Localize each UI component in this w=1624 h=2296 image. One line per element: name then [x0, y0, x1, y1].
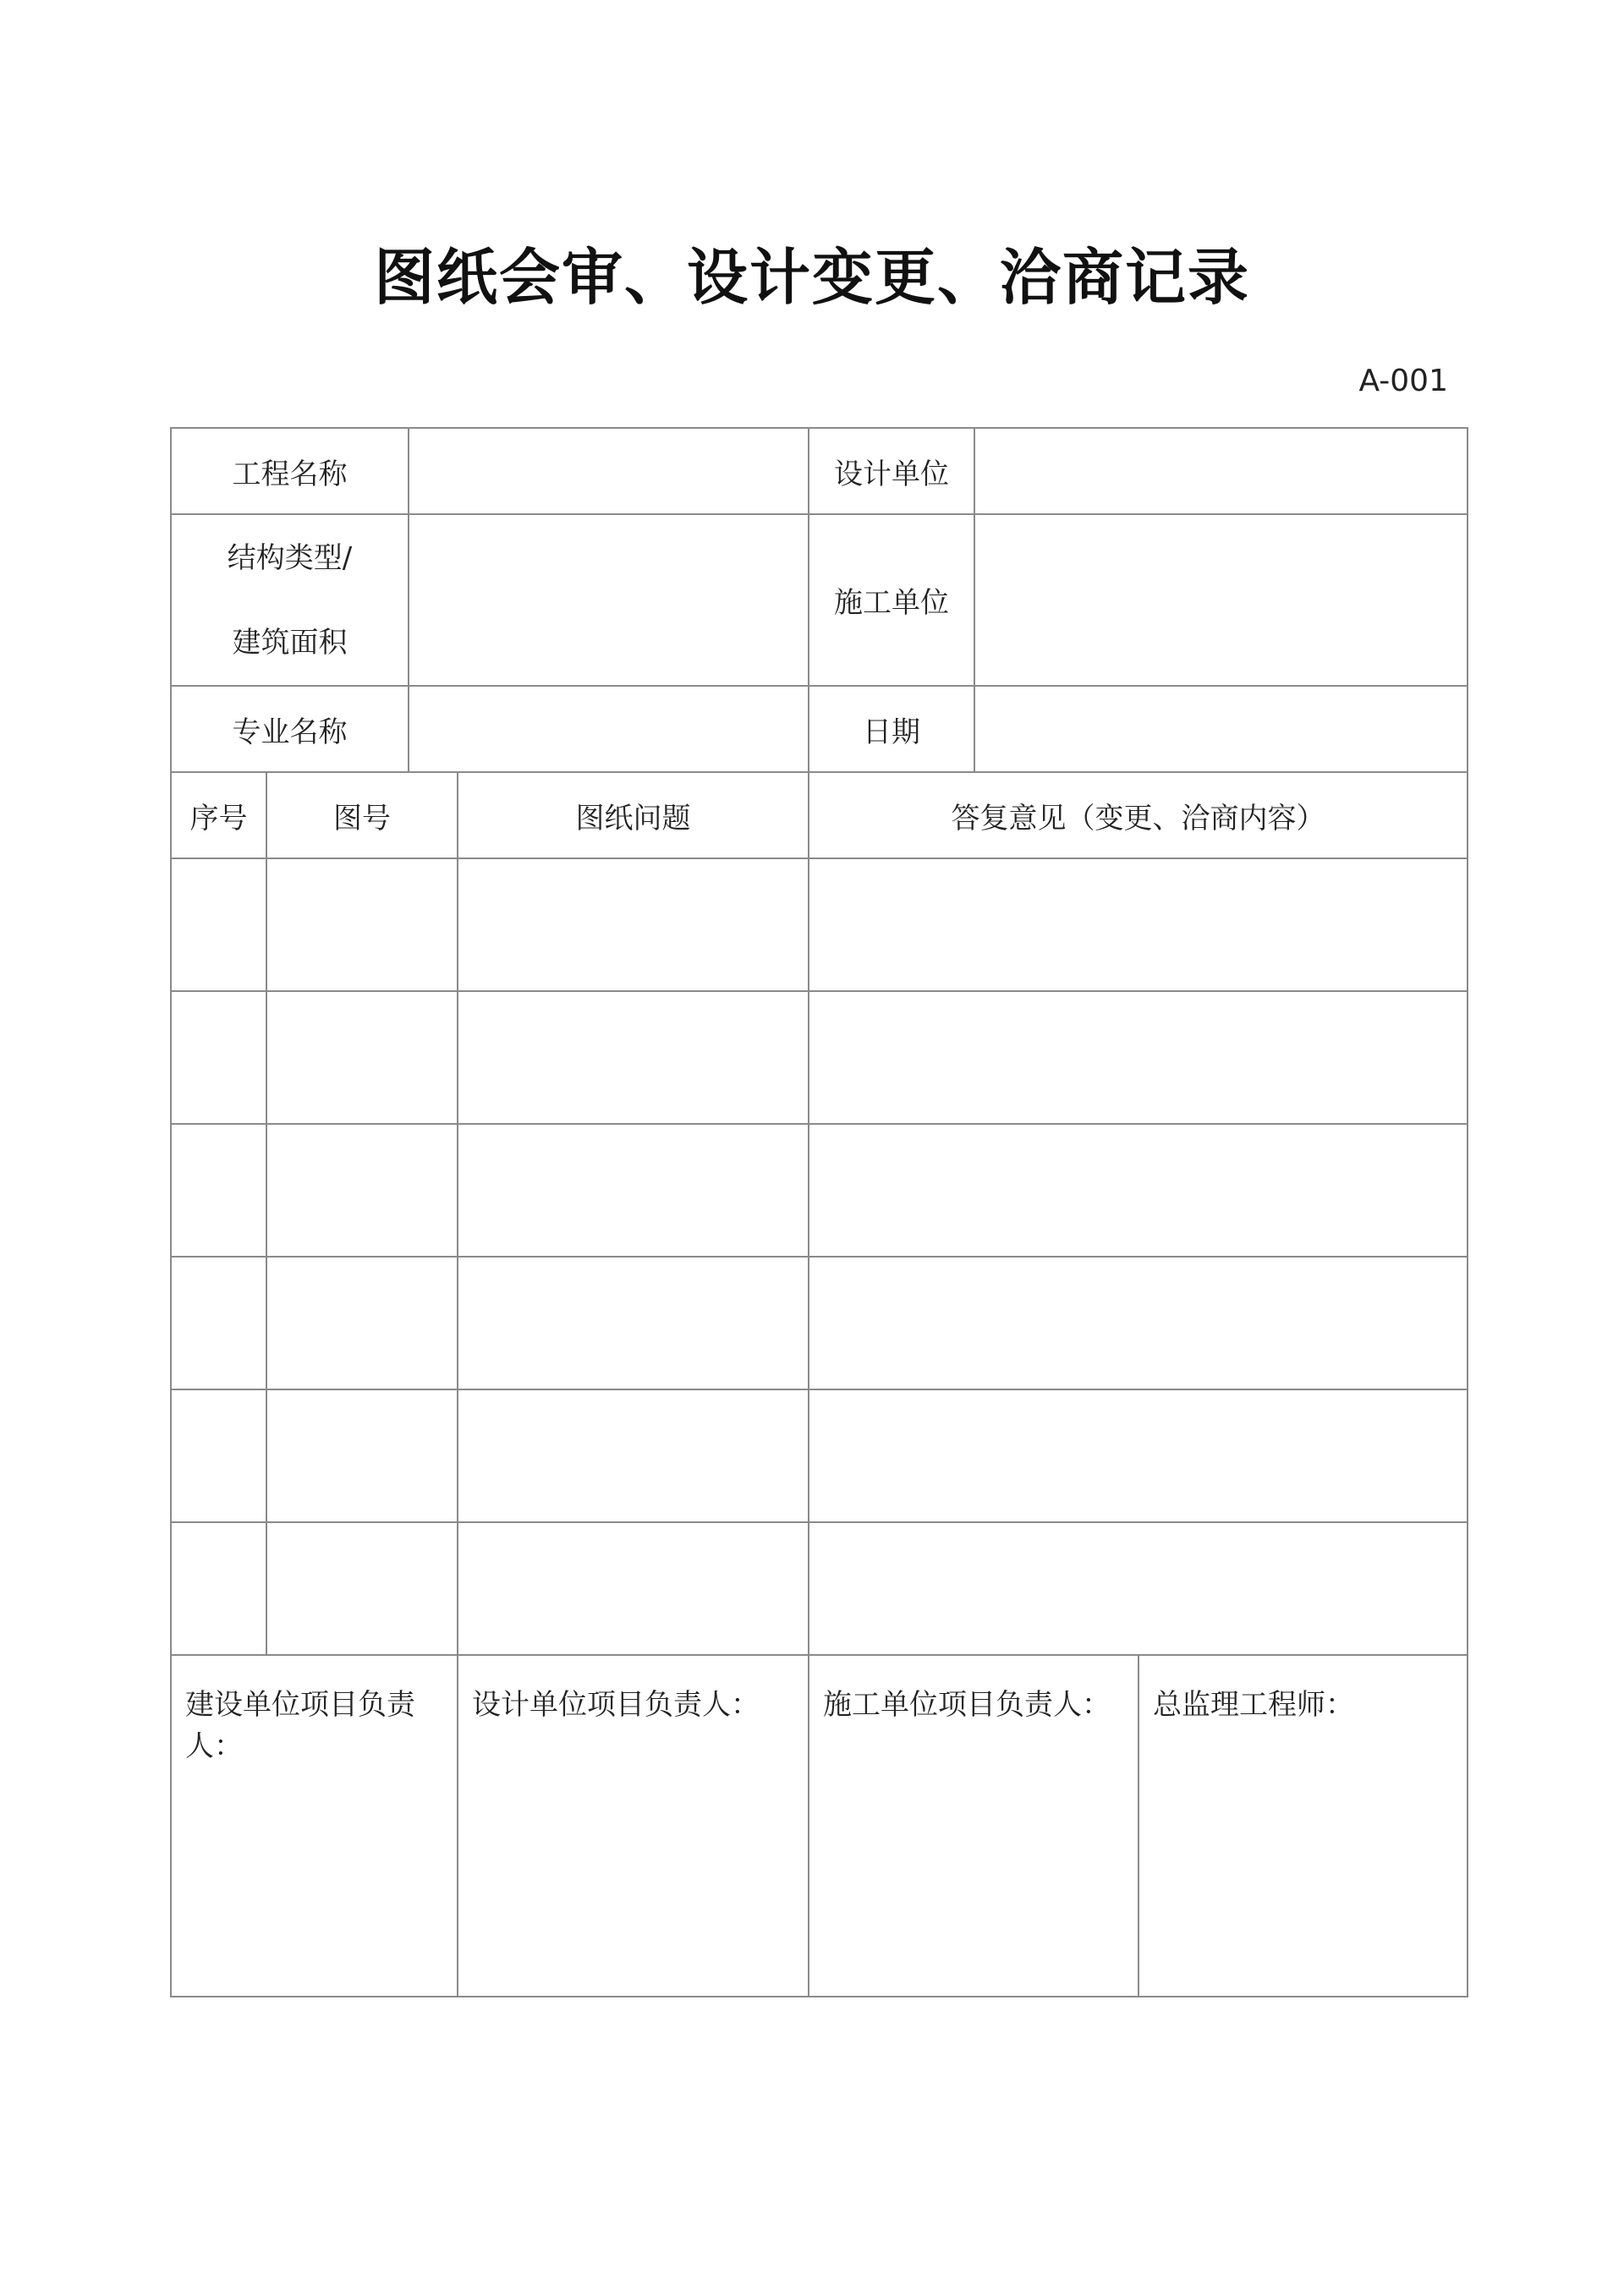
column-header-reply: 答复意见（变更、洽商内容）	[809, 772, 1468, 858]
row-issue-cell[interactable]	[458, 1257, 809, 1389]
row-seq-cell[interactable]	[171, 991, 266, 1124]
row-issue-cell[interactable]	[458, 1389, 809, 1522]
page-title: 图纸会审、设计变更、洽商记录	[373, 242, 1250, 313]
structure-type-label	[171, 514, 409, 686]
owner-signature-field[interactable]: 建设单位项目负责人：	[171, 1655, 458, 1997]
row-reply-cell[interactable]	[809, 1522, 1468, 1655]
row-reply-cell[interactable]	[809, 1389, 1468, 1522]
specialty-name-label: 专业名称	[171, 686, 409, 772]
designer-signature-field[interactable]: 设计单位项目负责人：	[458, 1655, 809, 1997]
row-reply-cell[interactable]	[809, 991, 1468, 1124]
column-header-drawing-issue: 图纸问题	[458, 772, 809, 858]
row-reply-cell[interactable]	[809, 858, 1468, 991]
row-reply-cell[interactable]	[809, 1257, 1468, 1389]
structure-type-label-line2: 建筑面积	[232, 625, 348, 660]
row-drawing-no-cell[interactable]	[266, 1257, 458, 1389]
row-seq-cell[interactable]	[171, 1522, 266, 1655]
row-reply-cell[interactable]	[809, 1124, 1468, 1257]
document-code: A-001	[1358, 364, 1448, 398]
table-row	[171, 1124, 1468, 1257]
column-header-row	[171, 772, 1468, 858]
table-row	[171, 1389, 1468, 1522]
design-unit-label: 设计单位	[809, 428, 974, 514]
construction-unit-value[interactable]	[974, 514, 1468, 686]
column-header-drawing-no: 图号	[266, 772, 458, 858]
column-header-seq: 序号	[171, 772, 266, 858]
table-row	[171, 1257, 1468, 1389]
row-seq-cell[interactable]	[171, 858, 266, 991]
project-name-row	[171, 428, 1468, 514]
project-name-value[interactable]	[409, 428, 809, 514]
row-drawing-no-cell[interactable]	[266, 1124, 458, 1257]
project-name-label: 工程名称	[171, 428, 409, 514]
chief-supervisor-signature-field[interactable]: 总监理工程师：	[1138, 1655, 1468, 1997]
design-unit-value[interactable]	[974, 428, 1468, 514]
signature-row	[171, 1655, 1468, 1997]
row-drawing-no-cell[interactable]	[266, 858, 458, 991]
row-seq-cell[interactable]	[171, 1389, 266, 1522]
structure-type-row	[171, 514, 1468, 686]
row-issue-cell[interactable]	[458, 1124, 809, 1257]
date-value[interactable]	[974, 686, 1468, 772]
structure-type-value[interactable]	[409, 514, 809, 686]
specialty-name-value[interactable]	[409, 686, 809, 772]
row-seq-cell[interactable]	[171, 1257, 266, 1389]
constructor-signature-field[interactable]: 施工单位项目负责人：	[809, 1655, 1138, 1997]
row-issue-cell[interactable]	[458, 991, 809, 1124]
row-drawing-no-cell[interactable]	[266, 991, 458, 1124]
construction-unit-label: 施工单位	[809, 514, 974, 686]
structure-type-label-line1: 结构类型/	[227, 540, 353, 575]
row-drawing-no-cell[interactable]	[266, 1522, 458, 1655]
date-label: 日期	[809, 686, 974, 772]
table-row	[171, 858, 1468, 991]
row-drawing-no-cell[interactable]	[266, 1389, 458, 1522]
row-seq-cell[interactable]	[171, 1124, 266, 1257]
table-row	[171, 991, 1468, 1124]
table-row	[171, 1522, 1468, 1655]
row-issue-cell[interactable]	[458, 858, 809, 991]
record-form-table	[170, 427, 1468, 1997]
row-issue-cell[interactable]	[458, 1522, 809, 1655]
specialty-row	[171, 686, 1468, 772]
